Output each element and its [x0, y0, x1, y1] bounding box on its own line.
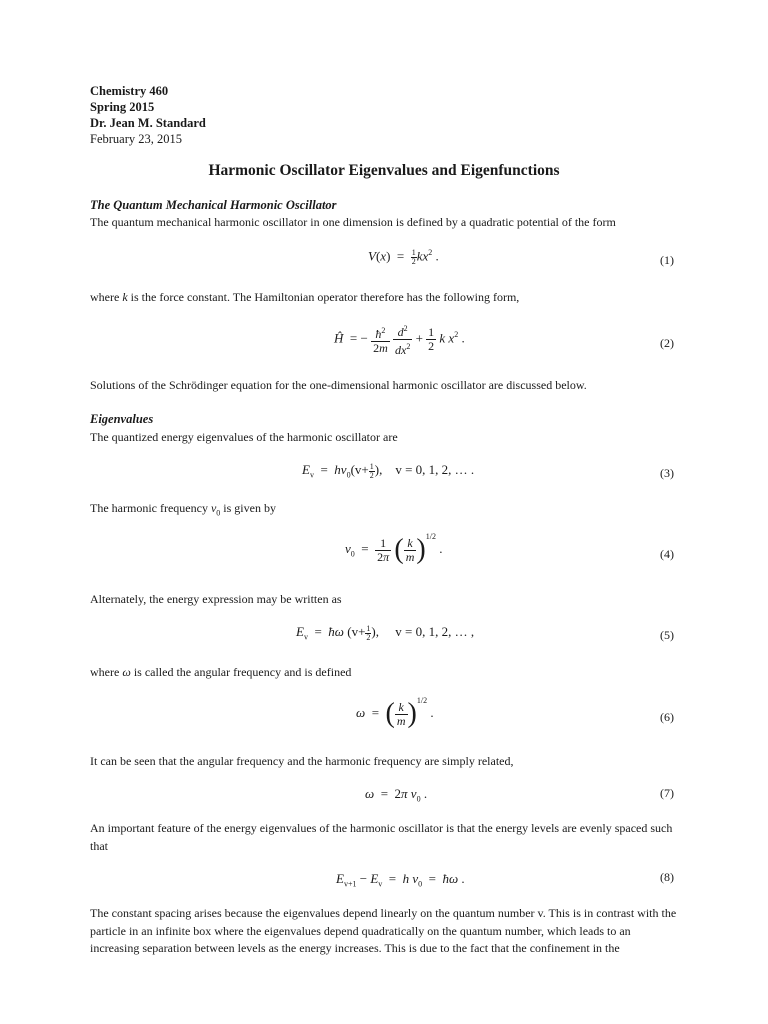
section-heading-qm-oscillator: The Quantum Mechanical Harmonic Oscillator	[90, 198, 337, 212]
instructor: Dr. Jean M. Standard	[90, 116, 206, 130]
equation-number-8: (8)	[660, 870, 674, 884]
equation-number-3: (3)	[660, 466, 674, 480]
paragraph-alternately: Alternately, the energy expression may be written as	[90, 592, 342, 606]
paragraph-eigenvalues-intro: The quantized energy eigenvalues of the harmonic oscillator are	[90, 430, 398, 444]
equation-4: $\nu_0$ = $\frac{1}{2\pi}$ ( $\frac{k}{m}$ )$^{1/2}$ .	[345, 532, 443, 566]
date: February 23, 2015	[90, 132, 182, 146]
equation-8: $E_{v+1} - E_v = h$ $\nu_0$ = ħω .	[336, 871, 465, 889]
equation-3: $E_v = h\nu_0(v+$ $\frac{1}{2}$ ), v = 0, 1, 2, … .	[302, 461, 475, 480]
equation-1: V(x) = $\frac{1}{2}$ $kx^2$ .	[368, 247, 439, 266]
equation-7: ω = 2π $\nu_0$ .	[365, 786, 428, 804]
equation-2: Ĥ = − $\frac{ħ^2}{2m}$ $\frac{d^2}{dx^2}$ + $\frac{1}{2}$ k $x^2$ .	[334, 324, 465, 357]
paragraph-evenly-spaced: An important feature of the energy eigenvalues of the harmonic oscillator is that the energy levels are evenly spaced such that	[90, 821, 673, 853]
equation-number-4: (4)	[660, 547, 674, 561]
equation-number-5: (5)	[660, 628, 674, 642]
document-title: Harmonic Oscillator Eigenvalues and Eigenfunctions	[208, 162, 560, 179]
paragraph-force-constant: where k is the force constant. The Hamiltonian operator therefore has the following form,	[90, 290, 520, 304]
paragraph-angular-frequency: where ω is called the angular frequency and is defined	[90, 665, 352, 679]
paragraph-harmonic-frequency: The harmonic frequency $\nu_0$ is given by	[90, 501, 276, 518]
course-name: Chemistry 460	[90, 84, 169, 98]
section-heading-eigenvalues: Eigenvalues	[90, 412, 154, 426]
equation-6: ω = ( $\frac{k}{m}$ )$^{1/2}$ .	[356, 696, 434, 730]
paragraph-simply-related: It can be seen that the angular frequency and the harmonic frequency are simply related,	[90, 754, 514, 768]
equation-number-7: (7)	[660, 786, 674, 800]
paragraph-constant-spacing: The constant spacing arises because the eigenvalues depend linearly on the quantum number v. This is in contrast with the particle in an infinite box where the eigenvalues depend quadratically on the quantum number, which leads to an increasing separation between levels as the energy increases. This is due to the fact that the confinement in the	[90, 906, 677, 955]
paragraph-solutions: Solutions of the Schrödinger equation for the one-dimensional harmonic oscillator are discussed below.	[90, 378, 587, 392]
equation-number-6: (6)	[660, 710, 674, 724]
equation-number-2: (2)	[660, 336, 674, 350]
paragraph-intro: The quantum mechanical harmonic oscillator in one dimension is defined by a quadratic potential of the form	[90, 215, 616, 229]
equation-5: $E_v$ = ħω (v+ $\frac{1}{2}$ ), v = 0, 1, 2, … ,	[296, 623, 475, 642]
equation-number-1: (1)	[660, 253, 674, 267]
term: Spring 2015	[90, 100, 155, 114]
